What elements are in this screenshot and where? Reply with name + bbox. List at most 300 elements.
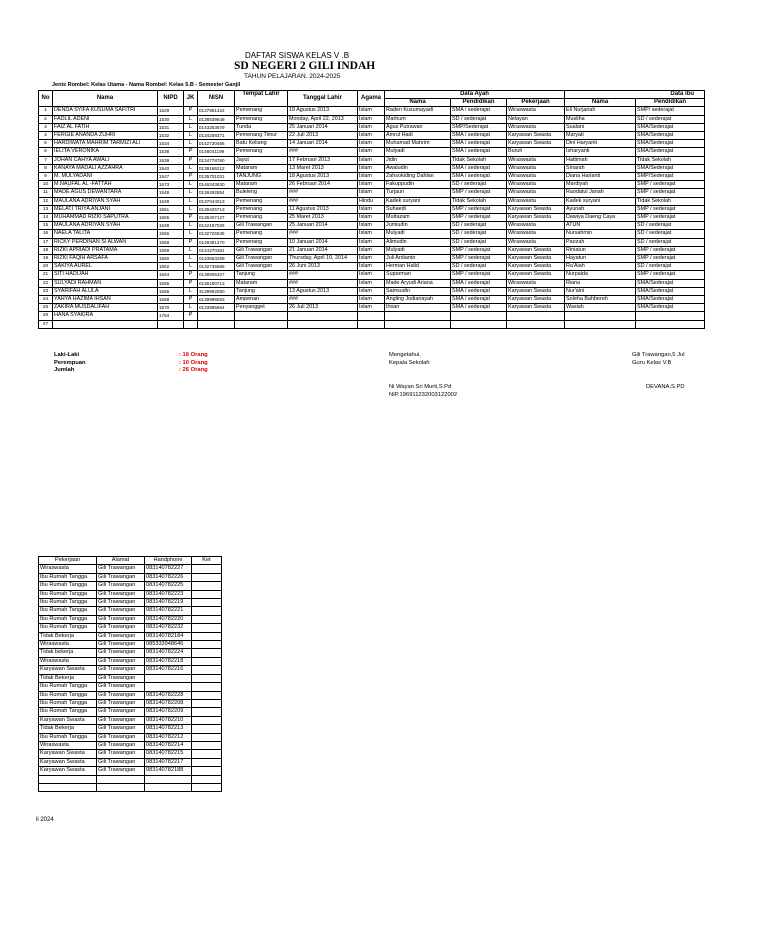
table-cell	[636, 320, 705, 328]
table-cell: Wiraswasta	[507, 123, 565, 131]
table-cell: L	[184, 304, 198, 312]
table-cell: 3139992050	[198, 287, 235, 295]
table-cell: Awaludin	[385, 164, 451, 172]
table-cell: M. MULYADANI	[53, 173, 158, 181]
jumlah-label: Jumlah	[54, 367, 75, 373]
table-cell: SMA / sederajat	[451, 140, 507, 148]
table-cell: Riana	[565, 279, 636, 287]
table-cell: 10 Januari 2014	[288, 238, 358, 246]
table-cell: 11	[39, 189, 53, 197]
table-cell: M.NAUFAL AL -FATTAH	[53, 181, 158, 189]
table-cell: SMP / sederajat	[451, 189, 507, 197]
table-cell: Hattimah	[565, 156, 636, 164]
table-row	[39, 320, 705, 328]
table-cell: 1570	[158, 304, 184, 312]
table-cell: SAKIYA AUREL	[53, 263, 158, 271]
table-cell: Islam	[358, 222, 385, 230]
table-row	[39, 775, 222, 783]
table-cell	[192, 657, 222, 665]
table-cell: 083140782213	[145, 725, 192, 733]
table-row	[39, 691, 222, 699]
table-row	[39, 733, 222, 741]
table-cell: Gili Trawangan	[97, 767, 145, 775]
table-cell: Dini Haryanti	[565, 140, 636, 148]
table-cell: Pemenang	[235, 148, 288, 156]
table-cell: Gili Trawangan	[97, 565, 145, 573]
table-cell: SMP/Sederajat	[636, 173, 705, 181]
table-cell	[192, 565, 222, 573]
table-row	[39, 132, 705, 140]
table-cell: SMP/ sederajat	[636, 107, 705, 115]
table-cell: Gili Trawangan	[97, 649, 145, 657]
table-cell	[235, 320, 288, 328]
table-cell: Islam	[358, 263, 385, 271]
contact-table	[38, 556, 222, 792]
table-cell: Jumiudin	[385, 222, 451, 230]
table-cell: P	[184, 296, 198, 304]
headmaster-signature	[389, 351, 457, 399]
table-cell: SMP / sederajat	[636, 246, 705, 254]
table-cell: 1558	[158, 238, 184, 246]
table-cell: Islam	[358, 148, 385, 156]
table-cell: Maryati	[565, 132, 636, 140]
table-cell: Gili Trawangan	[235, 222, 288, 230]
table-cell: Ibu Rumah Tangga	[39, 683, 97, 691]
table-cell: 0136539849	[198, 115, 235, 123]
table-cell: SMA/Sederajat	[636, 123, 705, 131]
table-cell: ###	[288, 296, 358, 304]
table-cell: SMA/Sederajat	[636, 132, 705, 140]
table-cell	[451, 320, 507, 328]
table-cell: Gili Trawangan	[97, 582, 145, 590]
table-row	[39, 632, 222, 640]
table-cell: P	[184, 279, 198, 287]
table-row	[39, 683, 222, 691]
table-cell: L	[184, 197, 198, 205]
table-cell: Angling Jodianayah	[385, 296, 451, 304]
table-cell: 25 Maret 2013	[288, 214, 358, 222]
table-cell: 083140782188	[145, 767, 192, 775]
table-cell: Gili Trawangan	[97, 725, 145, 733]
col-data-ibu: Data ibu	[565, 91, 705, 99]
table-cell: Ibu Rumah Tangga	[39, 615, 97, 623]
table-cell: Wiraswasta	[507, 197, 565, 205]
table-cell: SMA/Sederajat	[636, 140, 705, 148]
table-cell: SMP / sederajat	[451, 246, 507, 254]
table-cell: 14	[39, 214, 53, 222]
table-cell: Herman Halid	[385, 263, 451, 271]
table-cell: 0138906327	[198, 271, 235, 279]
table-cell: L	[184, 123, 198, 131]
table-cell: 083140782184	[145, 632, 192, 640]
table-cell: Islam	[358, 279, 385, 287]
table-cell: Gili Trawangan	[97, 733, 145, 741]
col-nama-ibu: Nama	[565, 99, 636, 107]
table-cell: L	[184, 140, 198, 148]
table-row	[39, 304, 705, 312]
table-cell: Gili Trawangan	[235, 255, 288, 263]
table-cell: Gili Trawangan	[97, 657, 145, 665]
table-row	[39, 107, 705, 115]
table-cell: JOHAN CAHYA AWALI	[53, 156, 158, 164]
table-cell: ###	[288, 197, 358, 205]
table-cell: 9	[39, 173, 53, 181]
table-cell: 20	[39, 263, 53, 271]
table-row	[39, 197, 705, 205]
table-cell: 0146343630	[198, 181, 235, 189]
table-cell: Paozah	[565, 238, 636, 246]
table-row	[39, 279, 705, 287]
table-cell: 18 Agustus 2013	[288, 173, 358, 181]
table-cell: P	[184, 214, 198, 222]
table-cell: NAELA TALITA	[53, 230, 158, 238]
table-row	[39, 649, 222, 657]
table-cell: SD / sederajat	[636, 263, 705, 271]
col-pekerjaan-ayah: Pekerjaan	[507, 99, 565, 107]
table-row	[39, 657, 222, 665]
table-cell: Penyangget	[235, 304, 288, 312]
table-cell: SMP / sederajat	[636, 214, 705, 222]
table-cell: SD / sederajat	[636, 238, 705, 246]
table-cell: SULYADI RAHMAN	[53, 279, 158, 287]
table-cell: Gili Trawangan	[97, 708, 145, 716]
table-cell	[192, 716, 222, 724]
table-cell	[192, 615, 222, 623]
table-cell: 0148041199	[198, 148, 235, 156]
table-cell: Diana Harianti	[565, 173, 636, 181]
table-cell: P	[184, 312, 198, 320]
table-row	[39, 741, 222, 749]
table-cell: ZAKIRA MUSDALIFAH	[53, 304, 158, 312]
table-cell: Nur'aini	[565, 287, 636, 295]
table-cell: 0136407127	[198, 214, 235, 222]
table-cell: Gili Trawangan	[235, 263, 288, 271]
table-cell: Amrul Hadi	[385, 132, 451, 140]
col-tempat: Tempat Lahir	[235, 91, 288, 107]
table-row	[39, 641, 222, 649]
table-cell: Karyawan Swasta	[507, 132, 565, 140]
table-cell: Gili Trawangan	[97, 590, 145, 598]
footer-date: li 2024	[36, 817, 54, 823]
col-ket: Ket	[192, 557, 222, 565]
table-cell: Karyawan Swasta	[39, 666, 97, 674]
table-cell: 0142197026	[198, 222, 235, 230]
table-cell: SMA/Sederajat	[636, 296, 705, 304]
table-cell: SMA / sederajat	[451, 164, 507, 172]
table-cell	[192, 590, 222, 598]
table-cell: 10	[39, 181, 53, 189]
table-cell: Islam	[358, 173, 385, 181]
table-row	[39, 123, 705, 131]
table-cell: 0132735665	[198, 263, 235, 271]
table-cell: Mataram	[235, 279, 288, 287]
table-cell	[565, 320, 636, 328]
table-cell: Ibu Rumah Tangga	[39, 624, 97, 632]
table-cell: SMP / sederajat	[451, 205, 507, 213]
table-cell: Agus Putrawan	[385, 123, 451, 131]
table-cell: Thursday, April 10, 2014	[288, 255, 358, 263]
table-cell: 19	[39, 255, 53, 263]
table-cell: 1556	[158, 230, 184, 238]
table-row	[39, 725, 222, 733]
table-cell	[198, 312, 235, 320]
table-cell: Gili Trawangan	[97, 758, 145, 766]
table-cell: 1551	[158, 205, 184, 213]
student-table	[38, 90, 705, 329]
table-cell: RICKY PERDINAN SI ALWAN	[53, 238, 158, 246]
table-row	[39, 140, 705, 148]
table-row	[39, 624, 222, 632]
table-cell: Suparman	[385, 271, 451, 279]
table-cell: 24	[39, 296, 53, 304]
table-cell: 083140782224	[145, 649, 192, 657]
table-row	[39, 599, 222, 607]
table-cell	[192, 666, 222, 674]
table-cell: Wiraswasta	[507, 156, 565, 164]
table-cell: Islam	[358, 123, 385, 131]
table-row	[39, 312, 705, 320]
table-cell: 083140782221	[145, 607, 192, 615]
kepala-sekolah-text: Kepala Sekolah	[389, 360, 430, 366]
table-cell: Islam	[358, 287, 385, 295]
table-cell: 0138166212	[198, 164, 235, 172]
table-cell: Islam	[358, 140, 385, 148]
headmaster-name: Ni Wayan Sri Murti,S.Pd	[389, 384, 452, 390]
table-cell	[192, 607, 222, 615]
table-cell: Ayunah	[565, 205, 636, 213]
table-cell	[192, 708, 222, 716]
table-cell: Tidak Sekolah	[451, 156, 507, 164]
table-cell: Karyawan Swasta	[39, 758, 97, 766]
table-cell: L	[184, 164, 198, 172]
table-cell: Gili Trawangan	[97, 741, 145, 749]
jumlah-value: : 26 Orang	[179, 367, 208, 373]
table-cell: Islam	[358, 304, 385, 312]
table-cell: Wiraswasta	[39, 657, 97, 665]
table-cell: SD / sederajat	[636, 222, 705, 230]
table-cell: 1539	[158, 156, 184, 164]
table-cell: Wiraswasta	[507, 222, 565, 230]
table-cell: ###	[288, 271, 358, 279]
table-cell: 26 Juni 2013	[288, 263, 358, 271]
table-cell: Pemenang	[235, 214, 288, 222]
table-cell: Sinarah	[565, 164, 636, 172]
table-cell: 1673	[158, 181, 184, 189]
table-cell: 0137951422	[198, 107, 235, 115]
col-pendidikan-ayah: Pendidikan	[451, 99, 507, 107]
table-cell	[39, 775, 97, 783]
table-cell: SMP / sederajat	[451, 214, 507, 222]
table-cell: 0134208371	[198, 132, 235, 140]
table-row	[39, 271, 705, 279]
table-cell: Tidak bekerja	[39, 649, 97, 657]
table-cell: Jidin	[385, 156, 451, 164]
table-cell: 1559	[158, 246, 184, 254]
table-cell: SD / sederajat	[451, 263, 507, 271]
table-cell: 083140782215	[145, 750, 192, 758]
table-cell: Islam	[358, 164, 385, 172]
table-cell: L	[184, 132, 198, 140]
table-cell: 1529	[158, 107, 184, 115]
table-cell: 25	[39, 304, 53, 312]
table-row	[39, 565, 222, 573]
table-cell: 0137044013	[198, 197, 235, 205]
table-cell	[192, 775, 222, 783]
table-cell: Pemenang	[235, 238, 288, 246]
table-cell: Eli Nurjanah	[565, 107, 636, 115]
table-cell: Dawiya Daeng Caya	[565, 214, 636, 222]
col-pendidikan-ibu: Pendidikan	[636, 99, 705, 107]
table-cell: Karyawan Swasta	[39, 750, 97, 758]
rombel-info: Jenis Rombel: Kelas Utama - Nama Rombel: Kelas 5.B - Semester Ganjil	[52, 82, 241, 88]
table-cell: 5	[39, 140, 53, 148]
table-cell: Pemenang	[235, 205, 288, 213]
table-cell	[192, 733, 222, 741]
table-cell: Mulyadi	[385, 246, 451, 254]
table-cell: SD / sederajat	[636, 230, 705, 238]
table-cell	[385, 320, 451, 328]
table-cell: Tidak Bekerja	[39, 632, 97, 640]
table-cell: Gili Trawangan	[97, 666, 145, 674]
table-cell: Mulyadi	[385, 230, 451, 238]
table-cell: Ibu Rumah Tangga	[39, 691, 97, 699]
table-cell: Karyawan Swasta	[507, 140, 565, 148]
table-cell: Suhaedi	[385, 205, 451, 213]
table-cell: HARDIWATA MAHRIM TARMIZI ALI	[53, 140, 158, 148]
table-cell	[192, 750, 222, 758]
table-cell: 0143263679	[198, 123, 235, 131]
mengetahui-text: Mengetahui,	[389, 352, 421, 358]
table-cell: Gili Trawangan	[97, 641, 145, 649]
table-cell: Karyawan Swasta	[507, 214, 565, 222]
laki-value: : 16 Orang	[179, 352, 208, 358]
table-cell	[451, 312, 507, 320]
table-cell: FADLIL ADENI	[53, 115, 158, 123]
table-cell: SD / sederajat	[451, 222, 507, 230]
table-cell: Pemenang	[235, 107, 288, 115]
table-cell: Hindu	[358, 197, 385, 205]
table-row	[39, 164, 705, 172]
col-jk: JK	[184, 91, 198, 107]
table-cell: Raden Kusumayadi	[385, 107, 451, 115]
table-cell: Wiraswasta	[507, 230, 565, 238]
table-cell: P	[184, 173, 198, 181]
table-row	[39, 573, 222, 581]
table-cell	[145, 783, 192, 791]
table-cell: Ibu Rumah Tangga	[39, 699, 97, 707]
table-cell: Wiraswasta	[507, 107, 565, 115]
table-cell	[192, 699, 222, 707]
table-cell: ###	[288, 189, 358, 197]
table-cell: 0132726635	[198, 230, 235, 238]
table-cell: ###	[288, 148, 358, 156]
table-cell: Batu Keliang	[235, 140, 288, 148]
table-cell: Ibu Rumah Tangga	[39, 582, 97, 590]
table-cell: ###	[288, 230, 358, 238]
table-cell: ATUN	[565, 222, 636, 230]
table-cell: Islam	[358, 115, 385, 123]
table-cell: SMA / sederajat	[451, 287, 507, 295]
table-row	[39, 758, 222, 766]
table-cell: P	[184, 271, 198, 279]
table-cell: SD / sederajat	[451, 238, 507, 246]
table-cell: Karyawan Swasta	[507, 296, 565, 304]
table-cell: Ibu Rumah Tangga	[39, 733, 97, 741]
table-cell: 0135701031	[198, 173, 235, 181]
table-cell: 1540	[158, 164, 184, 172]
table-cell: Islam	[358, 230, 385, 238]
table-row	[39, 214, 705, 222]
table-cell: 16	[39, 230, 53, 238]
table-row	[39, 173, 705, 181]
table-cell: Tidak Sekolah	[451, 197, 507, 205]
table-cell: Pemenang Timur	[235, 132, 288, 140]
table-cell: Karyawan Swasta	[507, 205, 565, 213]
table-cell	[192, 741, 222, 749]
table-cell: Mulyadi	[385, 148, 451, 156]
table-cell: Buruh	[507, 148, 565, 156]
table-cell: Ampenan	[235, 296, 288, 304]
table-cell: RIZKI FAQIH ARSAFA	[53, 255, 158, 263]
table-cell: ###	[288, 279, 358, 287]
table-cell: Islam	[358, 296, 385, 304]
table-cell: Zahsokiding Dahlan	[385, 173, 451, 181]
col-no: No	[39, 91, 53, 107]
table-cell: Gili Trawangan	[97, 615, 145, 623]
table-cell: Gili Trawangan	[97, 699, 145, 707]
table-cell: 17	[39, 238, 53, 246]
table-row	[39, 230, 705, 238]
table-cell: L	[184, 263, 198, 271]
table-cell: 083140782209	[145, 708, 192, 716]
table-cell: SMP / sederajat	[636, 271, 705, 279]
table-cell: 0138492854	[198, 189, 235, 197]
table-cell: Ihsan	[385, 304, 451, 312]
table-row	[39, 590, 222, 598]
table-cell: SMA/Sederajat	[636, 304, 705, 312]
table-cell	[235, 312, 288, 320]
table-cell	[145, 775, 192, 783]
table-cell: Juli Ardianto	[385, 255, 451, 263]
perempuan-label: Perempuan	[54, 359, 86, 366]
table-cell: 11 Agustus 2013	[288, 205, 358, 213]
table-cell: Wiraswasta	[507, 189, 565, 197]
table-cell: 1548	[158, 189, 184, 197]
table-cell: 23	[39, 287, 53, 295]
table-row	[39, 222, 705, 230]
table-cell: 1547	[158, 173, 184, 181]
table-cell: Nursahmin	[565, 230, 636, 238]
table-cell: Ibu Rumah Tangga	[39, 607, 97, 615]
table-cell: Tunda	[235, 123, 288, 131]
table-cell: 0142730466	[198, 140, 235, 148]
table-cell: Tanjung	[235, 287, 288, 295]
table-cell: SMP / sederajat	[451, 255, 507, 263]
col-nama: Nama	[53, 91, 158, 107]
table-cell: Nurpaida	[565, 271, 636, 279]
table-cell: SMP/Sederajat	[451, 123, 507, 131]
table-cell: Karyawan Swasta	[507, 271, 565, 279]
gender-summary	[54, 352, 208, 375]
table-cell: Karyawan Swasta	[507, 304, 565, 312]
table-cell: Samsudin	[385, 287, 451, 295]
table-cell	[358, 320, 385, 328]
table-cell: Hayatun	[565, 255, 636, 263]
school-name: SD NEGERI 2 GILI INDAH	[234, 60, 376, 72]
table-cell: Wiraswasta	[507, 173, 565, 181]
table-cell: Karyawan Swasta	[39, 767, 97, 775]
table-cell: 083140782218	[145, 657, 192, 665]
